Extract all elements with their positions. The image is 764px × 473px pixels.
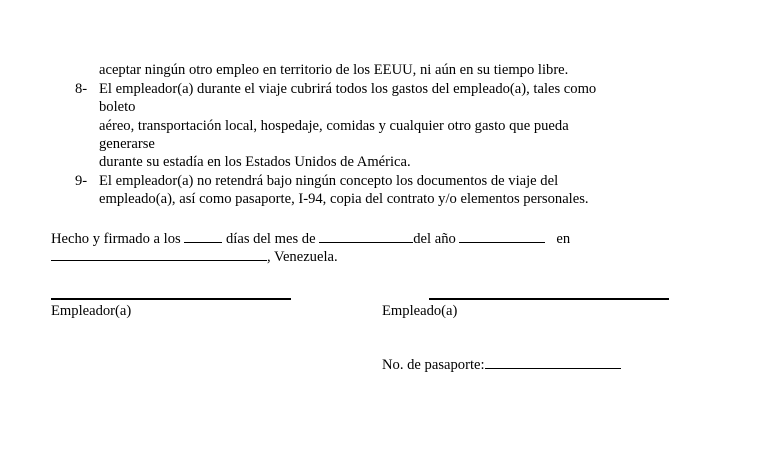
clause-8-line-3: aéreo, transportación local, hospedaje, comidas y cualquier otro gasto que pueda	[99, 118, 569, 134]
employer-signature-line[interactable]	[51, 298, 291, 300]
signing-line	[51, 229, 570, 248]
employee-label: Empleado(a)	[382, 303, 458, 319]
signing-del-ano-text: del año	[413, 231, 456, 247]
signing-en-text: en	[556, 231, 571, 247]
employer-label: Empleador(a)	[51, 303, 132, 319]
year-blank[interactable]	[459, 229, 545, 243]
clause-8-number: 8-	[75, 81, 88, 97]
clause-8-line-1: El empleador(a) durante el viaje cubrirá todos los gastos del empleado(a), tales como	[99, 81, 597, 97]
passport-line	[382, 355, 621, 374]
city-line	[51, 247, 338, 266]
clause-9-line-1: El empleador(a) no retendrá bajo ningún concepto los documentos de viaje del	[99, 173, 559, 189]
city-blank[interactable]	[51, 247, 267, 261]
signing-dias-text: días del mes de	[226, 231, 316, 247]
passport-label: No. de pasaporte:	[382, 357, 485, 373]
clause-8-line-4: generarse	[99, 136, 155, 152]
clause-8-line-5: durante su estadía en los Estados Unidos de América.	[99, 154, 411, 170]
clause-7-continuation: aceptar ningún otro empleo en territorio de los EEUU, ni aún en su tiempo libre.	[99, 62, 569, 78]
passport-blank[interactable]	[485, 355, 621, 369]
employee-signature-line[interactable]	[429, 298, 669, 300]
venezuela-text: , Venezuela.	[267, 249, 338, 265]
clause-9-line-2: empleado(a), así como pasaporte, I-94, copia del contrato y/o elementos personales.	[99, 191, 589, 207]
clause-9-number: 9-	[75, 173, 88, 189]
clause-8-line-2: boleto	[99, 99, 136, 115]
day-blank[interactable]	[184, 229, 222, 243]
signing-hecho-text: Hecho y firmado a los	[51, 231, 181, 247]
month-blank[interactable]	[319, 229, 413, 243]
